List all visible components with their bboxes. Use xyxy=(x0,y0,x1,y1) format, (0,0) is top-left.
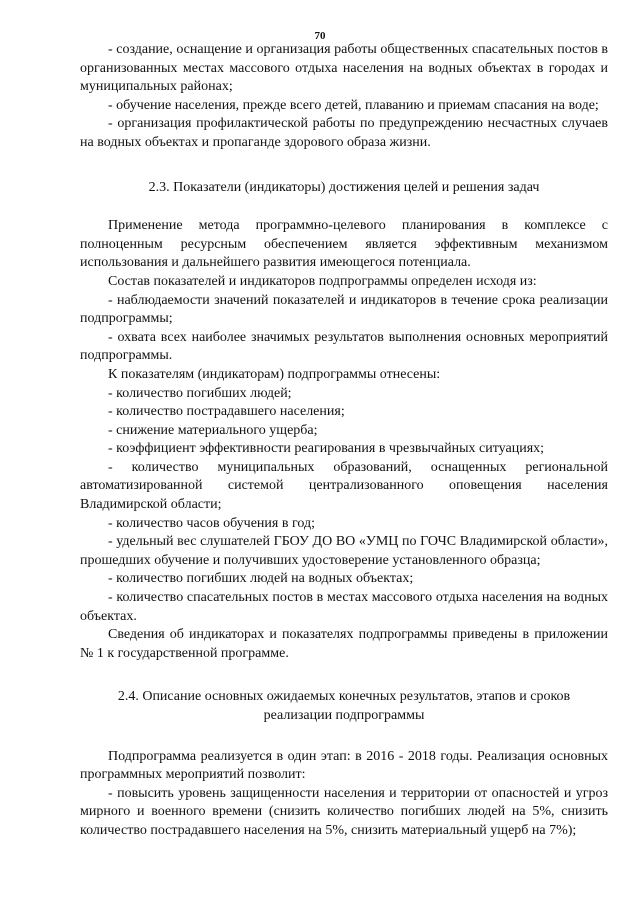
section-2-3-list-item: - наблюдаемости значений показателей и индикаторов в течение срока реализации подпрограммы; xyxy=(80,292,608,327)
spacer xyxy=(80,663,608,688)
indicator-list-item: - количество муниципальных образований, оснащенных региональной автоматизированной системой централизованного оповещения населения Владимирской области; xyxy=(80,459,608,513)
section-2-4-list-item: - повысить уровень защищенности населения и территории от опасностей и угроз мирного и военного времени (снизить количество погибших людей на 5%, снизить количество пострадавшего населения на 5%, снизить материальный ущерб на 7%); xyxy=(80,785,608,838)
intro-paragraph-3: - организация профилактической работы по предупреждению несчастных случаев на водных объектах и пропаганде здорового образа жизни. xyxy=(80,116,608,150)
indicator-list-item: - снижение материального ущерба; xyxy=(108,422,318,438)
section-2-3-paragraph: Применение метода программно-целевого планирования в комплексе с полноценным ресурсным обеспечением является эффективным механизмом использования и дальнейшего развития имеющегося потенциала. xyxy=(80,218,608,271)
indicator-list-item: - коэффициент эффективности реагирования в чрезвычайных ситуациях; xyxy=(108,441,545,457)
section-2-3-list-item: - охвата всех наиболее значимых результатов выполнения основных мероприятий подпрограммы. xyxy=(80,329,608,364)
indicator-list-item: - количество спасательных постов в местах массового отдыха населения на водных объектах. xyxy=(80,590,608,624)
indicator-list-item: - количество погибших людей; xyxy=(108,385,292,401)
section-2-3-heading: 2.3. Показатели (индикаторы) достижения целей и решения задач xyxy=(148,179,540,195)
section-2-4-heading-line-1: 2.4. Описание основных ожидаемых конечных результатов, этапов и сроков xyxy=(117,689,571,705)
indicator-list-item: - количество часов обучения в год; xyxy=(108,515,315,531)
intro-paragraph-1: - создание, оснащение и организация работы общественных спасательных постов в организованных местах массового отдыха населения на водных объектах в городах и муниципальных районах; xyxy=(80,42,608,95)
page-number: 70 xyxy=(314,30,326,42)
indicator-list-item: - удельный вес слушателей ГБОУ ДО ВО «УМЦ по ГОЧС Владимирской области», прошедших обучение и получивших удостоверение установленного образца; xyxy=(80,534,608,568)
document-body xyxy=(80,41,608,841)
intro-paragraph-2: - обучение населения, прежде всего детей, плаванию и приемам спасания на воде; xyxy=(108,97,599,113)
indicator-list-item: - количество пострадавшего населения; xyxy=(108,404,345,420)
section-2-4-paragraph: Подпрограмма реализуется в один этап: в 2016 - 2018 годы. Реализация основных программных мероприятий позволит: xyxy=(80,748,608,783)
section-2-3-paragraph: К показателям (индикаторам) подпрограммы отнесены: xyxy=(108,366,441,382)
spacer xyxy=(80,197,608,217)
spacer xyxy=(80,153,608,179)
section-2-3-paragraph: Сведения об индикаторах и показателях подпрограммы приведены в приложении № 1 к государственной программе. xyxy=(80,627,608,661)
indicator-list-item: - количество погибших людей на водных объектах; xyxy=(108,571,414,587)
section-2-3-paragraph: Состав показателей и индикаторов подпрограммы определен исходя из: xyxy=(108,273,537,289)
section-2-4-heading-line-2: реализации подпрограммы xyxy=(263,708,425,723)
spacer xyxy=(80,726,608,748)
